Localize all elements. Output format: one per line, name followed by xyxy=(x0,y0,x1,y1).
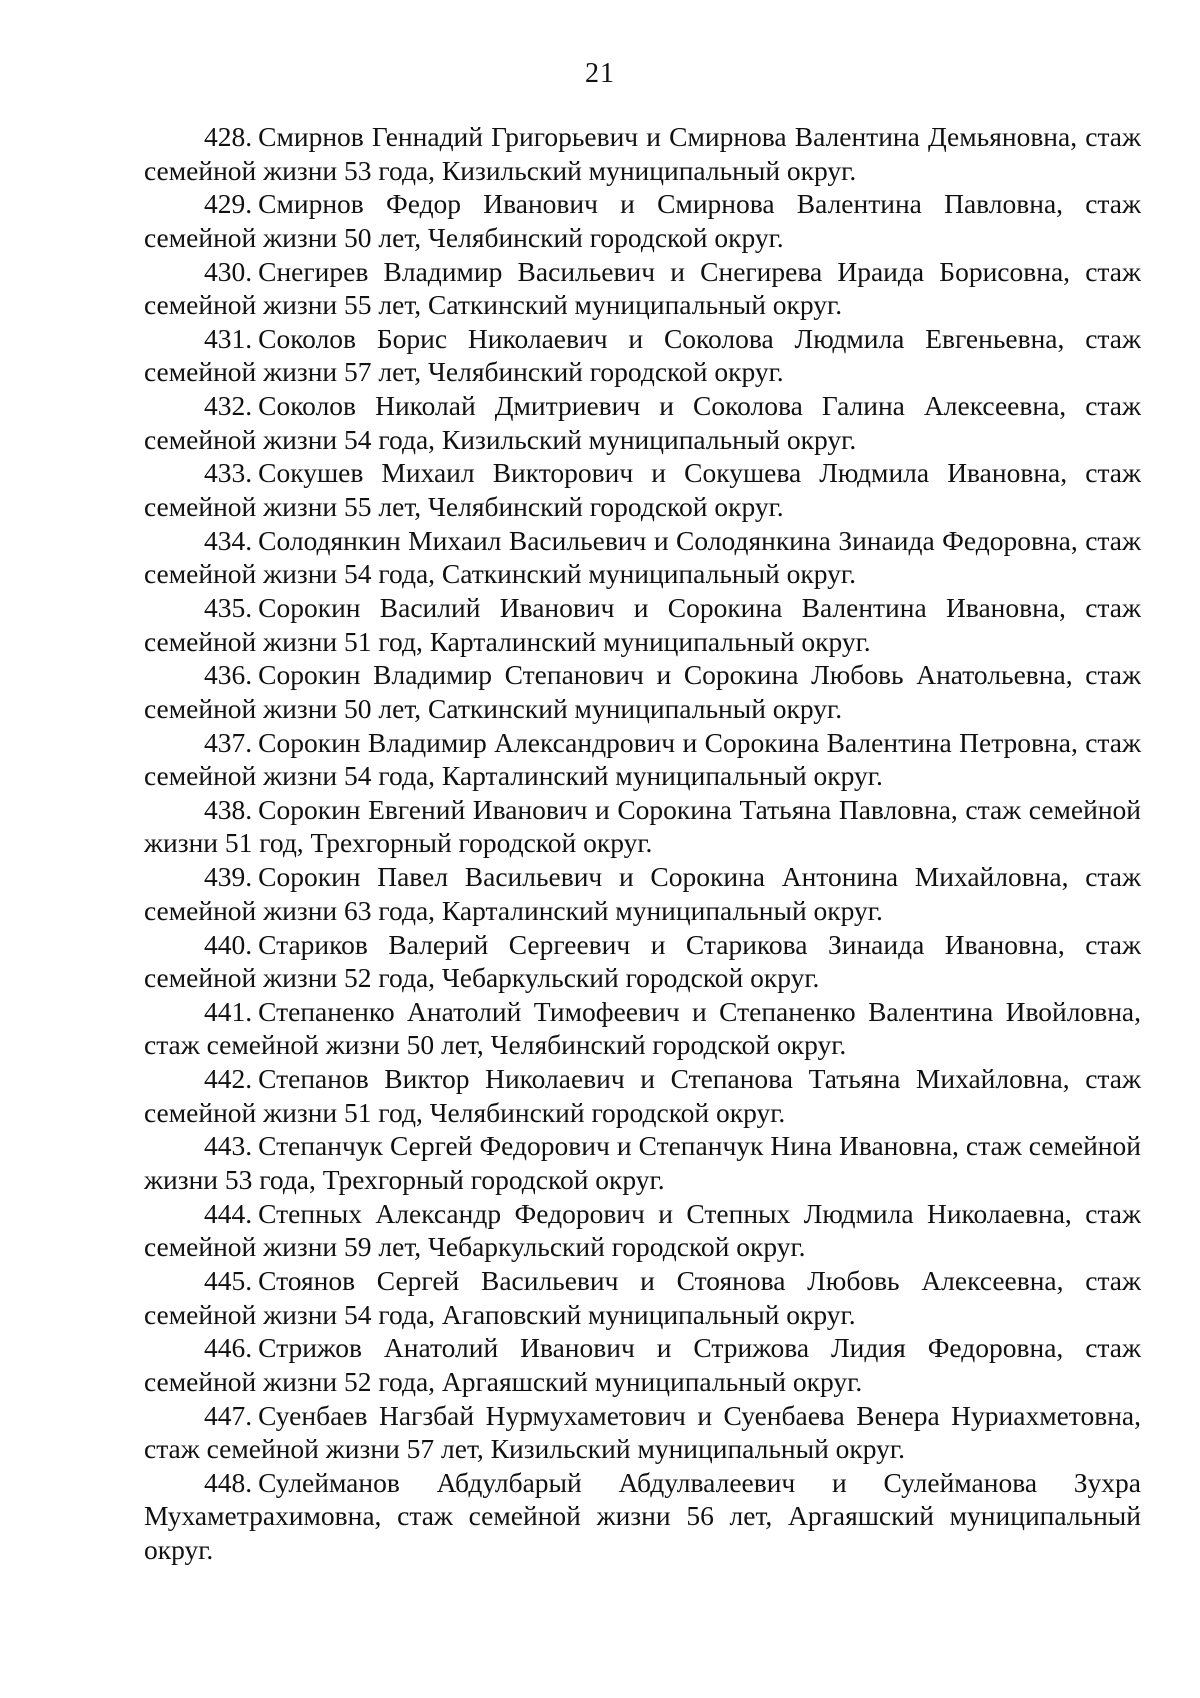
entry-number: 447. xyxy=(204,1399,253,1431)
entry-text: Сорокин Евгений Иванович и Сорокина Татьяна Павловна, стаж семейной жизни 51 год, Трехгорный городской округ. xyxy=(144,793,1141,859)
entry-number: 441. xyxy=(204,995,253,1027)
list-item xyxy=(144,995,1141,1062)
page-number: 21 xyxy=(585,58,615,89)
list-item xyxy=(144,1129,1141,1196)
entry-number: 439. xyxy=(204,861,253,893)
list-item xyxy=(144,928,1141,995)
entry-text: Степаненко Анатолий Тимофеевич и Степаненко Валентина Ивойловна, стаж семейной жизни 50 лет, Челябинский городской округ. xyxy=(144,995,1141,1061)
list-item xyxy=(144,793,1141,860)
list-item xyxy=(144,120,1141,187)
entry-text: Соколов Николай Дмитриевич и Соколова Галина Алексеевна, стаж семейной жизни 54 года, Кизильский муниципальный округ. xyxy=(144,390,1141,455)
entry-text: Стрижов Анатолий Иванович и Стрижова Лидия Федоровна, стаж семейной жизни 52 года, Аргаяшский муниципальный округ. xyxy=(144,1332,1141,1397)
entry-text: Степных Александр Федорович и Степных Людмила Николаевна, стаж семейной жизни 59 лет, Чебаркульский городской округ. xyxy=(144,1197,1141,1263)
list-item xyxy=(144,1062,1141,1129)
entry-text: Солодянкин Михаил Васильевич и Солодянкина Зинаида Федоровна, стаж семейной жизни 54 года, Саткинский муниципальный округ. xyxy=(144,524,1141,590)
entry-number: 443. xyxy=(204,1130,253,1162)
entry-number: 445. xyxy=(204,1265,253,1297)
list-item xyxy=(144,389,1141,456)
entry-number: 448. xyxy=(204,1466,253,1498)
entry-text: Сорокин Владимир Степанович и Сорокина Любовь Анатольевна, стаж семейной жизни 50 лет, Саткинский муниципальный округ. xyxy=(144,659,1141,724)
entry-text: Сулейманов Абдулбарый Абдулвалеевич и Сулейманова Зухра Мухаметрахимовна, стаж семейной жизни 56 лет, Аргаяшский муниципальный округ. xyxy=(144,1466,1141,1565)
entry-list xyxy=(144,120,1141,1567)
list-item xyxy=(144,187,1141,254)
entry-number: 442. xyxy=(204,1063,253,1095)
list-item xyxy=(144,726,1141,793)
list-item xyxy=(144,1399,1141,1466)
entry-number: 434. xyxy=(204,524,253,556)
entry-text: Смирнов Федор Иванович и Смирнова Валентина Павловна, стаж семейной жизни 50 лет, Челябинский городской округ. xyxy=(144,188,1141,253)
list-item xyxy=(144,456,1141,523)
list-item xyxy=(144,322,1141,389)
list-item xyxy=(144,1331,1141,1398)
list-item xyxy=(144,860,1141,927)
entry-text: Соколов Борис Николаевич и Соколова Людмила Евгеньевна, стаж семейной жизни 57 лет, Челябинский городской округ. xyxy=(144,322,1141,388)
entry-number: 446. xyxy=(204,1332,253,1364)
list-item xyxy=(144,591,1141,658)
list-item xyxy=(144,658,1141,725)
entry-text: Смирнов Геннадий Григорьевич и Смирнова Валентина Демьяновна, стаж семейной жизни 53 года, Кизильский муниципальный округ. xyxy=(144,121,1141,186)
list-item xyxy=(144,1197,1141,1264)
entry-number: 440. xyxy=(204,928,253,960)
entry-number: 437. xyxy=(204,726,253,758)
entry-text: Стариков Валерий Сергеевич и Старикова Зинаида Ивановна, стаж семейной жизни 52 года, Чебаркульский городской округ. xyxy=(144,928,1141,994)
entry-number: 433. xyxy=(204,457,253,489)
entry-number: 438. xyxy=(204,793,253,825)
list-item xyxy=(144,1264,1141,1331)
entry-number: 430. xyxy=(204,255,253,287)
entry-text: Сокушев Михаил Викторович и Сокушева Людмила Ивановна, стаж семейной жизни 55 лет, Челябинский городской округ. xyxy=(144,457,1141,522)
entry-text: Степанчук Сергей Федорович и Степанчук Нина Ивановна, стаж семейной жизни 53 года, Трехгорный городской округ. xyxy=(144,1130,1141,1195)
entry-number: 431. xyxy=(204,322,253,354)
entry-text: Суенбаев Нагзбай Нурмухаметович и Суенбаева Венера Нуриахметовна, стаж семейной жизни 57 лет, Кизильский муниципальный округ. xyxy=(144,1399,1141,1465)
list-item xyxy=(144,255,1141,322)
entry-text: Сорокин Василий Иванович и Сорокина Валентина Ивановна, стаж семейной жизни 51 год, Карталинский муниципальный округ. xyxy=(144,592,1141,657)
entry-text: Снегирев Владимир Васильевич и Снегирева Ираида Борисовна, стаж семейной жизни 55 лет, Саткинский муниципальный округ. xyxy=(144,255,1141,321)
entry-number: 435. xyxy=(204,592,253,624)
entry-number: 429. xyxy=(204,188,253,220)
entry-text: Сорокин Владимир Александрович и Сорокина Валентина Петровна, стаж семейной жизни 54 года, Карталинский муниципальный округ. xyxy=(144,726,1141,792)
entry-number: 436. xyxy=(204,659,253,691)
list-item xyxy=(144,1466,1141,1567)
entry-text: Сорокин Павел Васильевич и Сорокина Антонина Михайловна, стаж семейной жизни 63 года, Карталинский муниципальный округ. xyxy=(144,861,1141,926)
entry-text: Степанов Виктор Николаевич и Степанова Татьяна Михайловна, стаж семейной жизни 51 год, Челябинский городской округ. xyxy=(144,1063,1141,1128)
entry-number: 428. xyxy=(204,121,253,152)
entry-text: Стоянов Сергей Васильевич и Стоянова Любовь Алексеевна, стаж семейной жизни 54 года, Агаповский муниципальный округ. xyxy=(144,1265,1141,1330)
list-item xyxy=(144,524,1141,591)
entry-number: 444. xyxy=(204,1197,253,1229)
entry-number: 432. xyxy=(204,390,253,422)
